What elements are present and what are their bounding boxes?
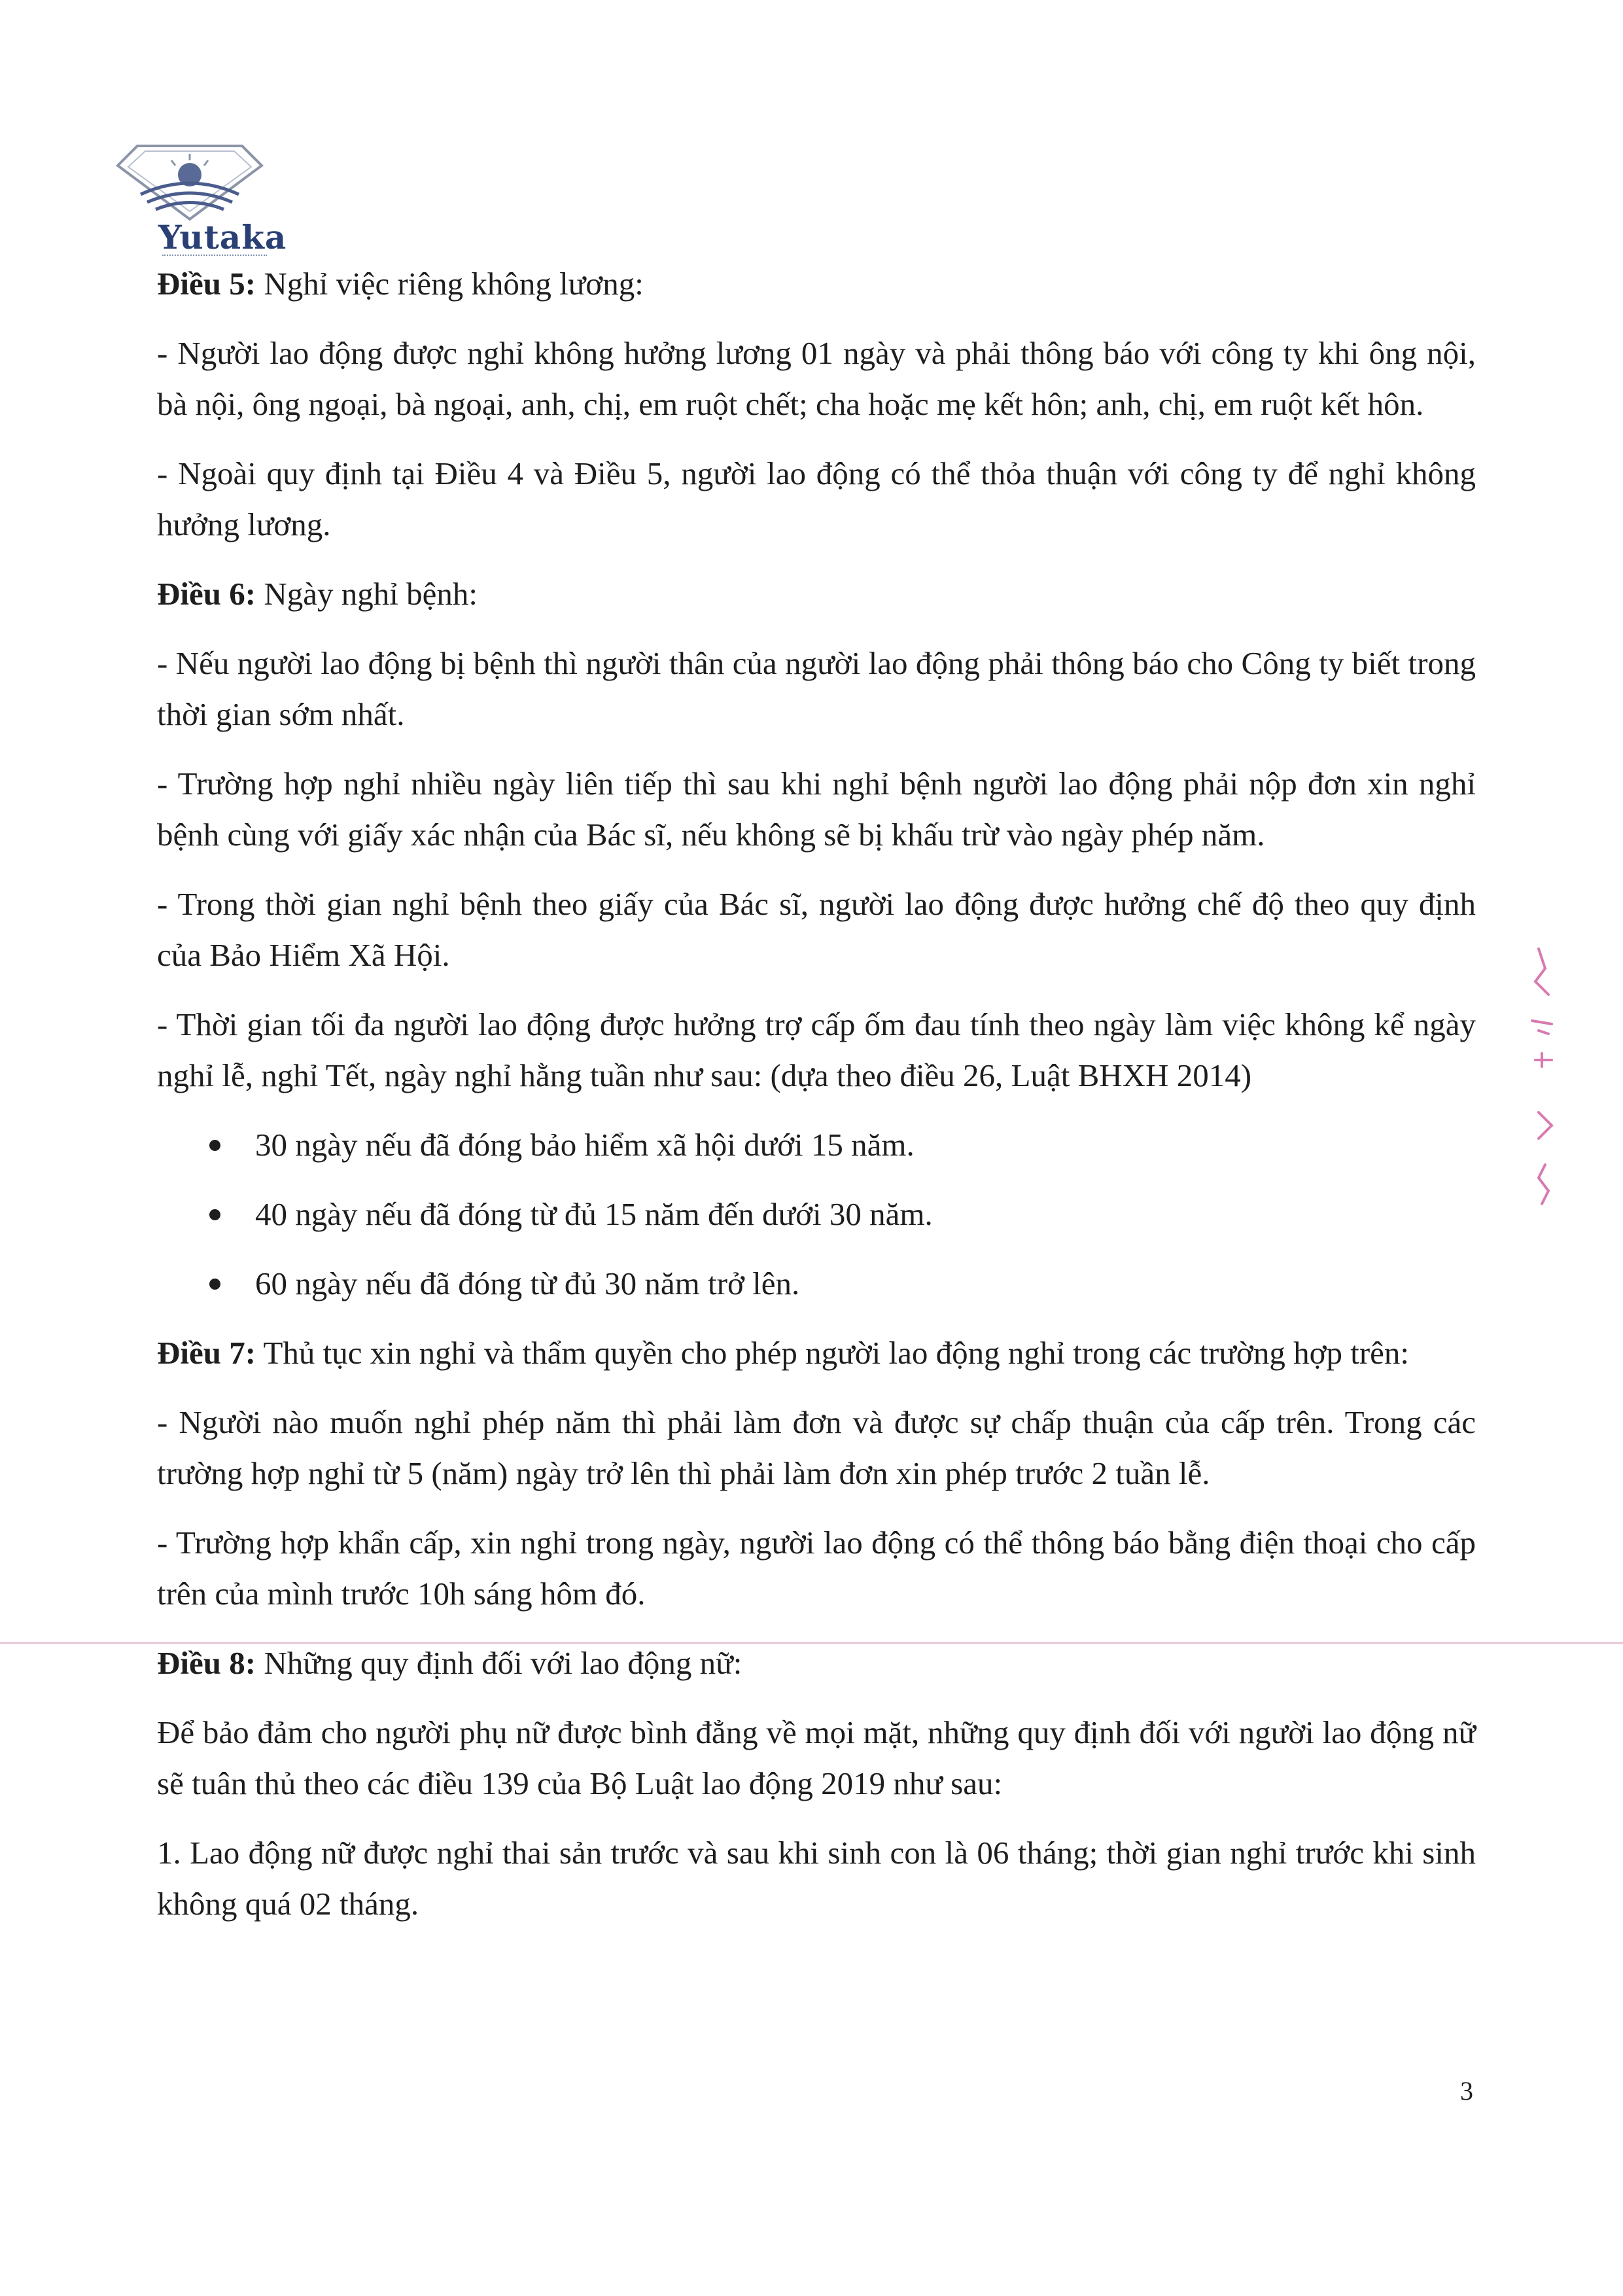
sick-leave-bullet-list [157, 1120, 1476, 1309]
article-7-heading: Điều 7: Thủ tục xin nghỉ và thẩm quyền cho phép người lao động nghỉ trong các trường hợp trên: [157, 1335, 1410, 1371]
bullet-icon [209, 1279, 220, 1290]
paragraph: - Nếu người lao động bị bệnh thì người thân của người lao động phải thông báo cho Công ty biết trong thời gian sớm nhất. [157, 645, 1476, 732]
page-number: 3 [1460, 2076, 1473, 2106]
paragraph: - Ngoài quy định tại Điều 4 và Điều 5, người lao động có thể thỏa thuận với công ty để nghỉ không hưởng lương. [157, 455, 1476, 542]
paragraph: - Trường hợp nghỉ nhiều ngày liên tiếp thì sau khi nghỉ bệnh người lao động phải nộp đơn xin nghỉ bệnh cùng với giấy xác nhận của Bác sĩ, nếu không sẽ bị khấu trừ vào ngày phép năm. [157, 766, 1476, 853]
document-body [157, 258, 1476, 1948]
paragraph: - Người nào muốn nghỉ phép năm thì phải làm đơn và được sự chấp thuận của cấp trên. Trong các trường hợp nghỉ từ 5 (năm) ngày trở lên thì phải làm đơn xin phép trước 2 tuần lễ. [157, 1404, 1476, 1491]
list-item: 30 ngày nếu đã đóng bảo hiểm xã hội dưới 15 năm. [157, 1120, 1476, 1171]
bullet-icon [209, 1209, 220, 1220]
company-logo [111, 134, 287, 265]
paragraph: - Người lao động được nghỉ không hưởng lương 01 ngày và phải thông báo với công ty khi ông nội, bà nội, ông ngoại, bà ngoại, anh, chị, em ruột chết; cha hoặc mẹ kết hôn; anh, chị, em ruột kết hôn. [157, 335, 1476, 422]
article-8-heading: Điều 8: Những quy định đối với lao động nữ: [157, 1645, 742, 1681]
article-5-heading: Điều 5: Nghỉ việc riêng không lương: [157, 266, 644, 302]
logo-text: Yutaka [158, 218, 287, 256]
article-label: Điều 8: [157, 1645, 256, 1681]
article-label: Điều 5: [157, 266, 256, 302]
paragraph: - Trong thời gian nghỉ bệnh theo giấy của Bác sĩ, người lao động được hưởng chế độ theo quy định của Bảo Hiểm Xã Hội. [157, 886, 1476, 973]
paragraph: Để bảo đảm cho người phụ nữ được bình đẳng về mọi mặt, những quy định đối với người lao động nữ sẽ tuân thủ theo các điều 139 của Bộ Luật lao động 2019 như sau: [157, 1714, 1476, 1801]
margin-stamp-mark-icon [1519, 942, 1578, 1217]
fold-line [0, 1642, 1623, 1644]
article-6-heading: Điều 6: Ngày nghỉ bệnh: [157, 576, 478, 612]
list-item: 60 ngày nếu đã đóng từ đủ 30 năm trở lên. [157, 1258, 1476, 1309]
list-item: 40 ngày nếu đã đóng từ đủ 15 năm đến dưới 30 năm. [157, 1189, 1476, 1240]
bullet-icon [209, 1140, 220, 1151]
paragraph: - Thời gian tối đa người lao động được hưởng trợ cấp ốm đau tính theo ngày làm việc không kể ngày nghỉ lễ, nghỉ Tết, ngày nghỉ hằng tuần như sau: (dựa theo điều 26, Luật BHXH 2014) [157, 1006, 1476, 1093]
paragraph: - Trường hợp khẩn cấp, xin nghỉ trong ngày, người lao động có thể thông báo bằng điện thoại cho cấp trên của mình trước 10h sáng hôm đó. [157, 1525, 1476, 1612]
article-label: Điều 6: [157, 576, 256, 612]
paragraph: 1. Lao động nữ được nghỉ thai sản trước và sau khi sinh con là 06 tháng; thời gian nghỉ trước khi sinh không quá 02 tháng. [157, 1835, 1476, 1922]
article-label: Điều 7: [157, 1335, 256, 1371]
sunrise-diamond-logo-icon [111, 134, 268, 226]
